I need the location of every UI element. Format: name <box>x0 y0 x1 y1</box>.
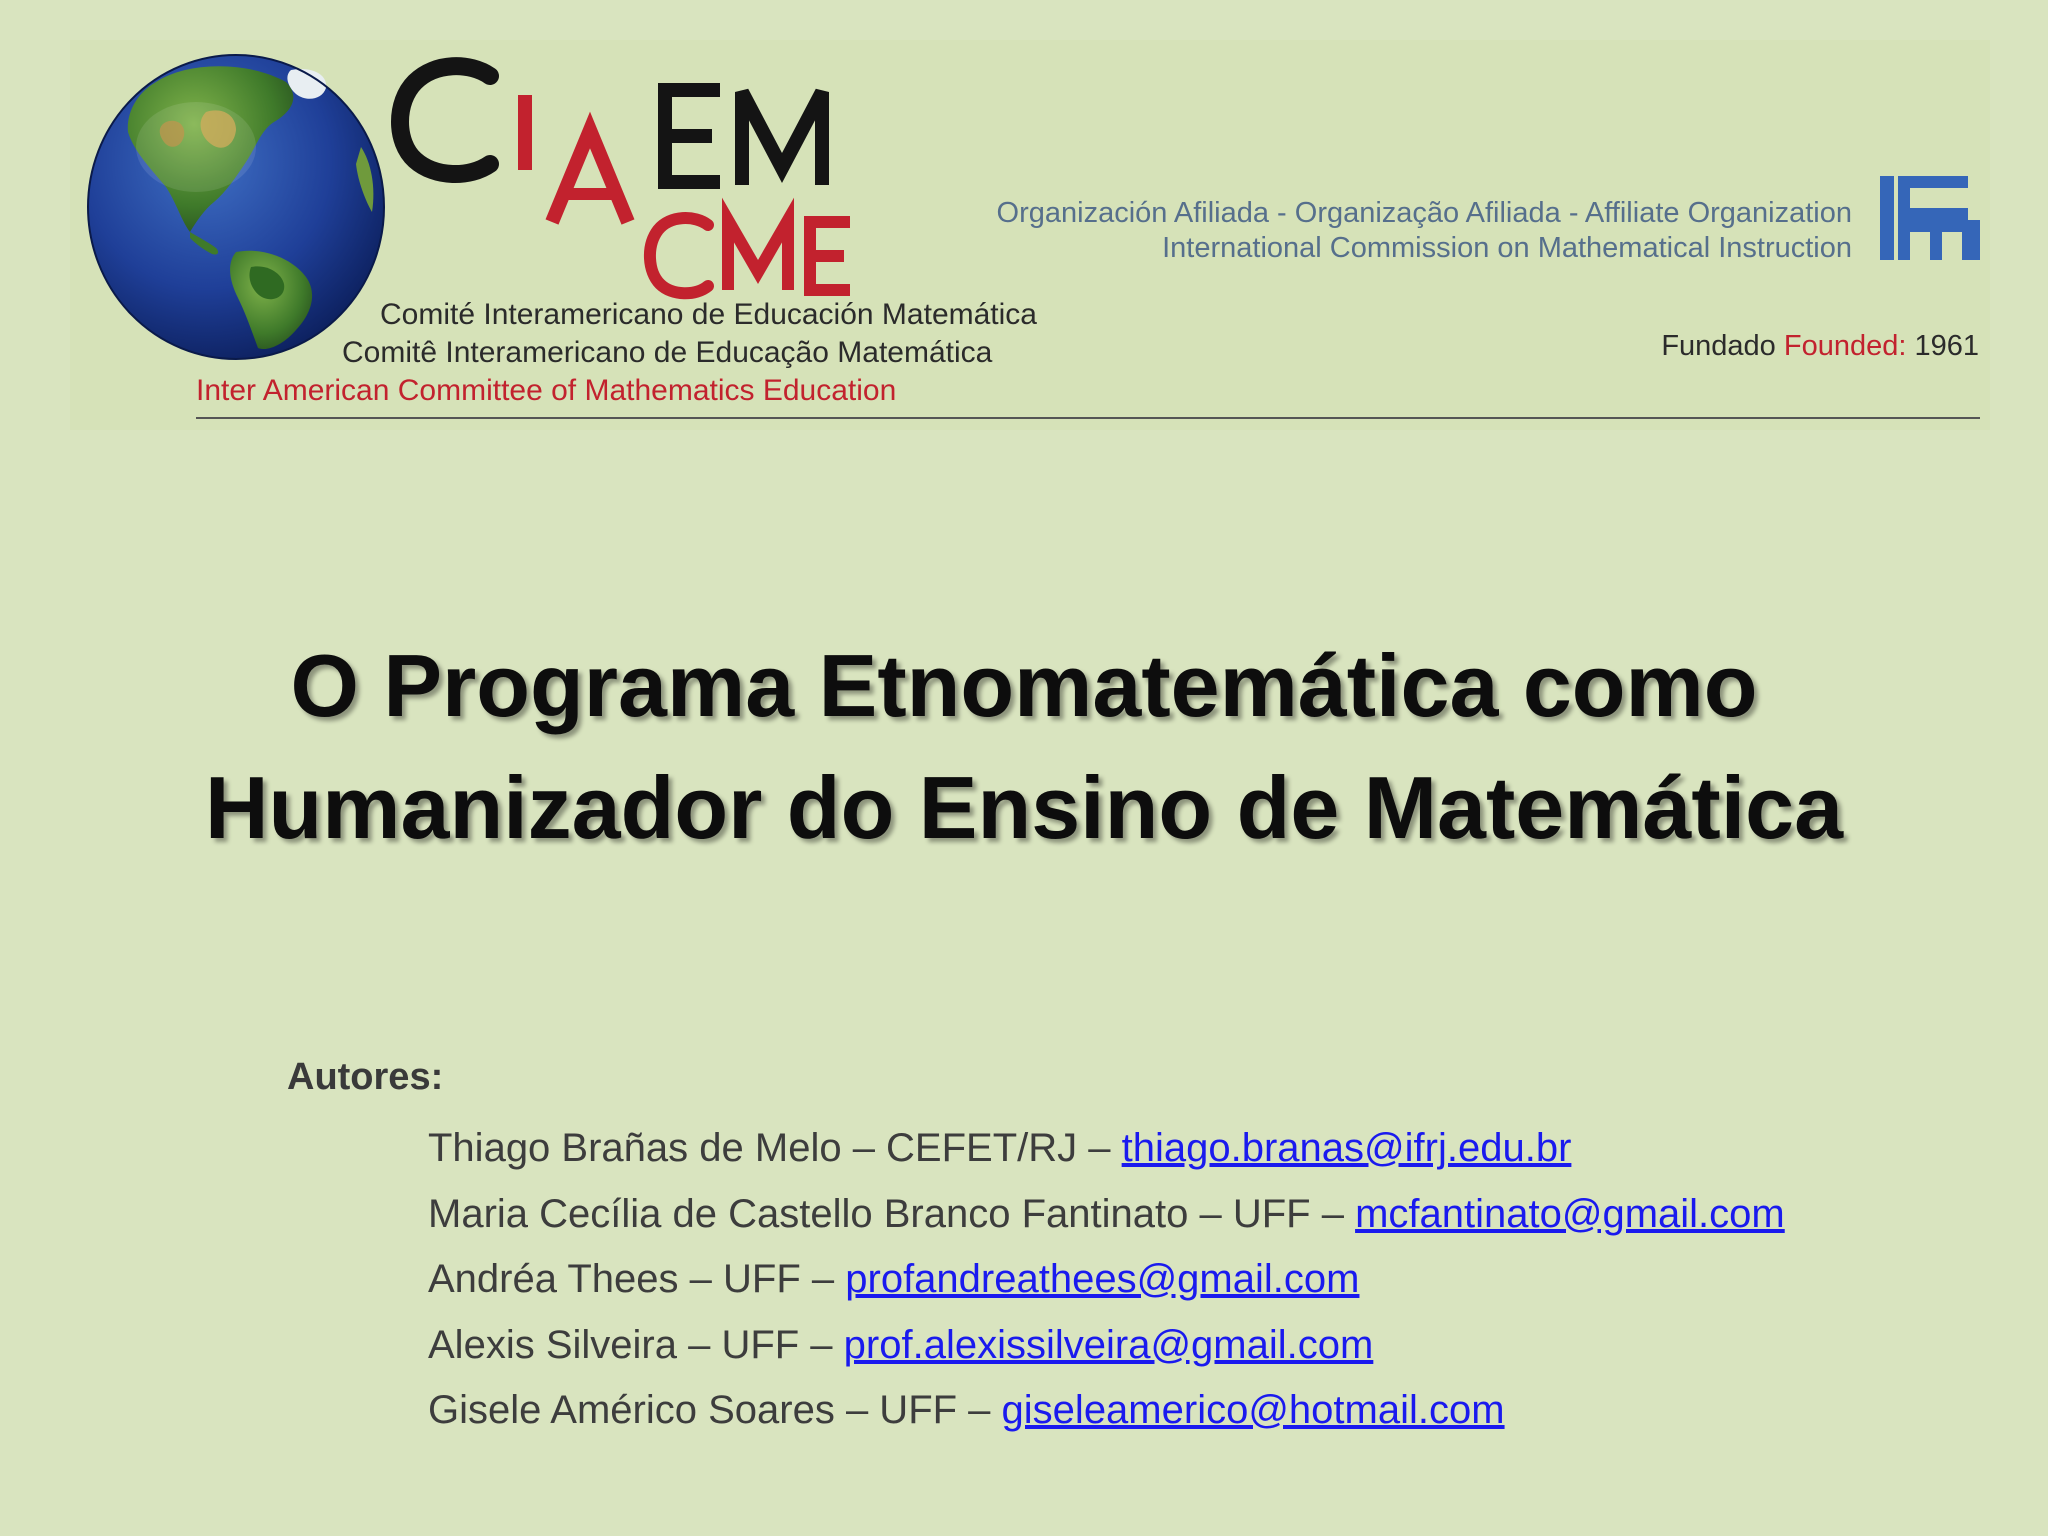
globe-icon <box>86 52 386 362</box>
affiliation-line-2: International Commission on Mathematical Instruction <box>1162 232 1852 264</box>
founded-label-en: Founded: <box>1783 330 1907 362</box>
author-name: Alexis Silveira – UFF – <box>428 1322 844 1367</box>
affiliation-text <box>997 196 1852 266</box>
slide-title <box>0 625 2048 869</box>
author-list <box>428 1116 1785 1444</box>
author-row <box>428 1378 1785 1444</box>
authors-label: Autores: <box>287 1056 444 1098</box>
committee-name-en: Inter American Committee of Mathematics Education <box>196 374 897 407</box>
author-name: Gisele Américo Soares – UFF – <box>428 1388 1002 1432</box>
affiliation-line-1: Organización Afiliada - Organização Afiliada - Affiliate Organization <box>996 197 1852 229</box>
author-email-link[interactable]: thiago.branas@ifrj.edu.br <box>1121 1126 1572 1170</box>
icmi-logo <box>1880 176 1980 260</box>
author-row <box>428 1313 1785 1379</box>
author-name: Andréa Thees – UFF – <box>428 1257 846 1301</box>
author-row <box>428 1182 1785 1248</box>
author-email-link[interactable]: giseleamerico@hotmail.com <box>1001 1388 1505 1432</box>
author-row <box>428 1116 1785 1182</box>
header-divider <box>196 417 1980 419</box>
author-email-link[interactable]: mcfantinato@gmail.com <box>1355 1191 1785 1236</box>
author-row <box>428 1247 1785 1313</box>
committee-name-es: Comité Interamericano de Educación Matemática <box>380 298 1037 331</box>
author-email-link[interactable]: prof.alexissilveira@gmail.com <box>843 1322 1374 1367</box>
founded-year: 1961 <box>1914 330 1979 362</box>
committee-name-pt: Comitê Interamericano de Educação Matemática <box>342 336 993 369</box>
founded-line <box>1661 330 1979 363</box>
title-line-1: O Programa Etnomatemática como <box>290 636 1758 735</box>
ciaem-logo <box>390 50 910 300</box>
title-line-2: Humanizador do Ensino de Matemática <box>204 758 1844 857</box>
author-name: Maria Cecília de Castello Branco Fantinato – UFF – <box>428 1191 1356 1236</box>
author-email-link[interactable]: profandreathees@gmail.com <box>845 1257 1360 1301</box>
founded-label-pt: Fundado <box>1661 330 1776 362</box>
author-name: Thiago Brañas de Melo – CEFET/RJ – <box>428 1126 1122 1170</box>
